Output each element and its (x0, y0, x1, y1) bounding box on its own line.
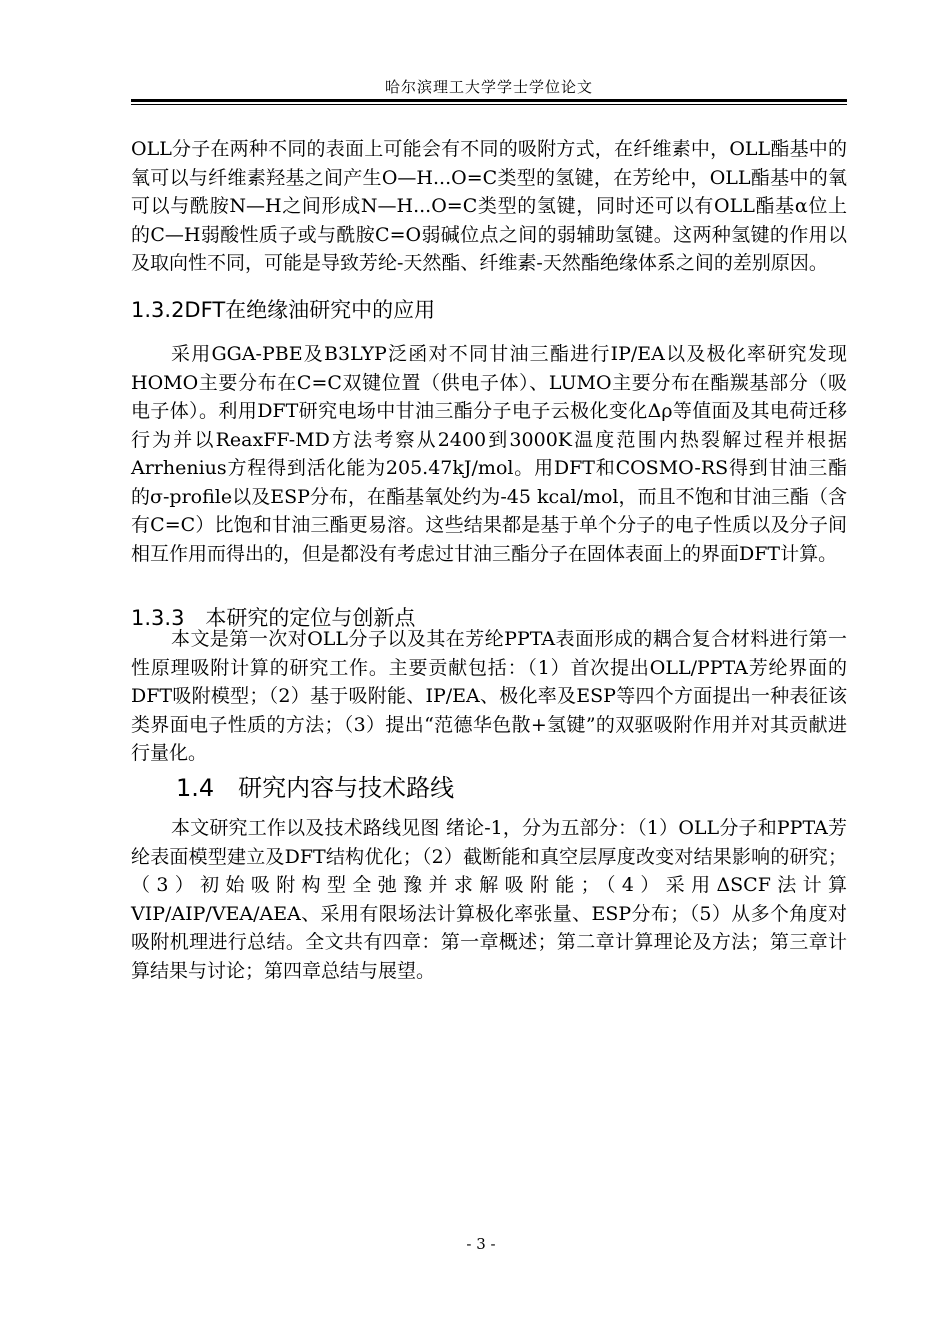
paragraph-research-content: 本文研究工作以及技术路线见图 绪论-1，分为五部分：（1）OLL分子和PPTA芳纶表面模型建立及DFT结构优化；（2）截断能和真空层厚度改变对结果影响的研究；（3）初始吸附构型全弛豫并求解吸附能；（4）采用ΔSCF法计算VIP/AIP/VEA/AEA、采用有限场法计算极化率张量、ESP分布；（5）从多个角度对吸附机理进行总结。全文共有四章：第一章概述；第二章计算理论及方法；第三章计算结果与讨论；第四章总结与展望。 (131, 817, 847, 982)
header-rule-thin (131, 104, 847, 105)
paragraph-contributions: 本文是第一次对OLL分子以及其在芳纶PPTA表面形成的耦合复合材料进行第一性原理吸附计算的研究工作。主要贡献包括：（1）首次提出OLL/PPTA芳纶界面的DFT吸附模型；（2）基于吸附能、IP/EA、极化率及ESP等四个方面提出一种表征该类界面电子性质的方法；（3）提出“范德华色散+氢键”的双驱吸附作用并对其贡献进行量化。 (131, 628, 847, 764)
section-heading-1-3-3: 1.3.3 本研究的定位与创新点 (131, 606, 416, 630)
paragraph-dft-applications: 采用GGA-PBE及B3LYP泛函对不同甘油三酯进行IP/EA以及极化率研究发现HOMO主要分布在C=C双键位置（供电子体）、LUMO主要分布在酯羰基部分（吸电子体）。利用DFT研究电场中甘油三酯分子电子云极化变化Δρ等值面及其电荷迁移行为并以ReaxFF-MD方法考察从2400到3000K温度范围内热裂解过程并根据Arrhenius方程得到活化能为205.47kJ/mol。用DFT和COSMO-RS得到甘油三酯的σ-profile以及ESP分布，在酯基氧处约为-45 kcal/mol，而且不饱和甘油三酯（含有C=C）比饱和甘油三酯更易溶。这些结果都是基于单个分子的电子性质以及分子间相互作用而得出的，但是都没有考虑过甘油三酯分子在固体表面上的界面DFT计算。 (131, 343, 847, 565)
page-number: - 3 - (466, 1235, 496, 1253)
paragraph-oll-adsorption: OLL分子在两种不同的表面上可能会有不同的吸附方式，在纤维素中，OLL酯基中的氧可以与纤维素羟基之间产生O—H...O=C类型的氢键，在芳纶中，OLL酯基中的氧可以与酰胺N—H之间形成N—H...O=C类型的氢键，同时还可以有OLL酯基α位上的C—H弱酸性质子或与酰胺C=O弱碱位点之间的弱辅助氢键。这两种氢键的作用以及取向性不同，可能是导致芳纶-天然酯、纤维素-天然酯绝缘体系之间的差别原因。 (131, 138, 847, 274)
section-heading-1-3-2: 1.3.2DFT在绝缘油研究中的应用 (131, 298, 436, 322)
section-heading-1-4: 1.4 研究内容与技术路线 (176, 774, 455, 802)
header-rule-thick (131, 99, 847, 102)
running-header: 哈尔滨理工大学学士学位论文 (384, 78, 593, 96)
